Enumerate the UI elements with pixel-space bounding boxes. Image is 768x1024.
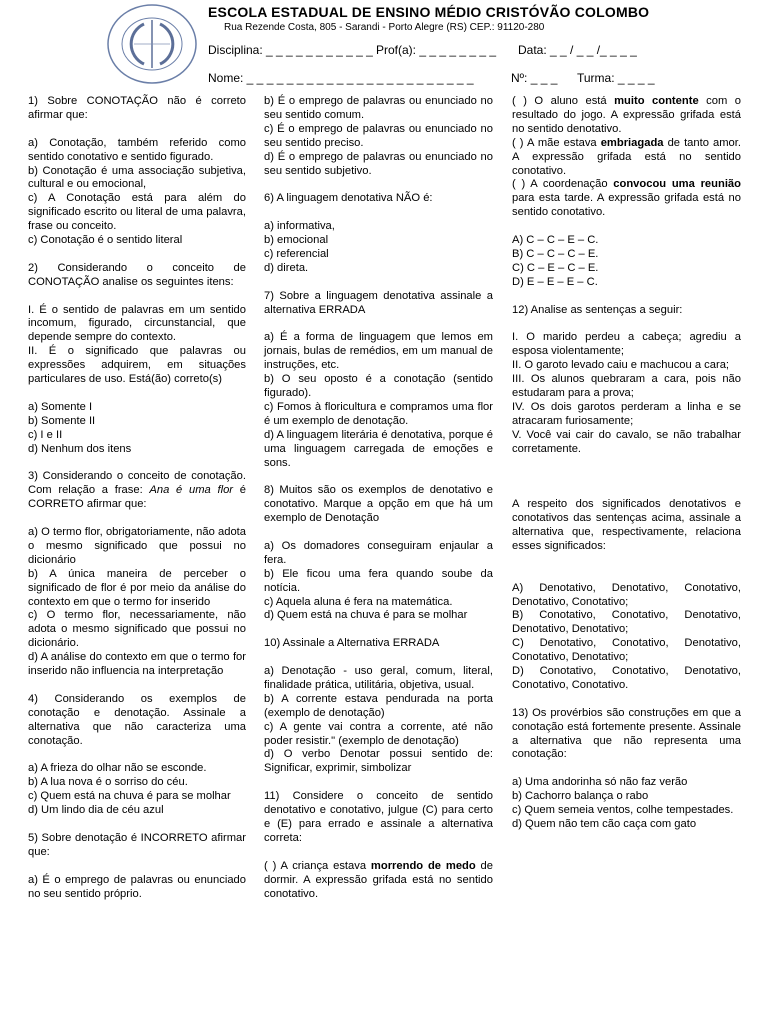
column-3 (512, 95, 741, 846)
column-2 (264, 95, 493, 915)
question-1 (28, 95, 246, 248)
option: a) Uma andorinha só não faz verão (512, 776, 688, 789)
option: c) A Conotação está para além do significado escrito ou literal de uma palavra, frase ou conceito. (28, 192, 246, 233)
option: a) O termo flor, obrigatoriamente, não adota o mesmo significado que possui no dicionário (28, 526, 246, 566)
question-2 (28, 262, 246, 457)
option: a) Somente I (28, 400, 93, 413)
question-stem: 11) Considere o conceito de sentido denotativo e conotativo, julgue (C) para certo e (E) para errado e assinale a alternativa correta: (264, 790, 493, 844)
option: a) É o emprego de palavras ou enunciado no seu sentido próprio. (28, 873, 246, 900)
option: d) Quem não tem cão caça com gato (512, 817, 697, 830)
option: c) I e II (28, 428, 63, 441)
option: d) É o emprego de palavras ou enunciado no seu sentido subjetivo. (264, 150, 493, 177)
disciplina-field[interactable]: Disciplina: _ _ _ _ _ _ _ _ _ _ _ (208, 43, 373, 57)
question-5-continued (264, 95, 493, 178)
header-fields-row-2 (208, 71, 655, 85)
option: d) Nenhum dos itens (28, 442, 132, 455)
name-field[interactable]: Nome: _ _ _ _ _ _ _ _ _ _ _ _ _ _ _ _ _ _ _ _ _ _ _ (208, 71, 474, 85)
option: c) A gente vai contra a corrente, até não poder resistir." (exemplo de denotação) (264, 720, 493, 747)
statement: II. É o significado que palavras ou expressões adquirem, em situações particulares de uso. Está(ão) correto(s) (28, 345, 246, 386)
professor-field[interactable]: Prof(a): _ _ _ _ _ _ _ _ (376, 43, 497, 57)
question-stem: 1) Sobre CONOTAÇÃO não é correto afirmar que: (28, 95, 246, 121)
option: C) C – E – C – E. (512, 261, 599, 274)
option: a) Denotação - uso geral, comum, literal, finalidade prática, utilitária, objetiva, usual. (264, 665, 493, 691)
question-stem: 7) Sobre a linguagem denotativa assinale a alternativa ERRADA (264, 289, 493, 316)
true-false-item: ( ) O aluno está muito contente com o resultado do jogo. A expressão grifada está no sentido denotativo. (512, 95, 741, 135)
question-10 (264, 637, 493, 776)
option: d) A linguagem literária é denotativa, porque é uma linguagem carregada de emoções e sons. (264, 428, 493, 469)
option: c) referencial (264, 247, 329, 260)
school-seal-logo (104, 2, 200, 86)
question-stem: 12) Analise as sentenças a seguir: (512, 303, 683, 316)
true-false-item: ( ) A mãe estava embriagada de tanto amor. A expressão grifada está no sentido conotativo. (512, 136, 741, 177)
class-field[interactable]: Turma: _ _ _ _ (577, 71, 655, 85)
option: c) Aquela aluna é fera na matemática. (264, 595, 453, 608)
question-7 (264, 290, 493, 471)
question-stem: 5) Sobre denotação é INCORRETO afirmar que: (28, 831, 246, 858)
option: B) C – C – C – E. (512, 247, 599, 260)
sentence: I. O marido perdeu a cabeça; agrediu a esposa violentamente; (512, 331, 741, 358)
question-12 (512, 304, 741, 485)
option: a) Os domadores conseguiram enjaular a fera. (264, 539, 493, 566)
question-stem: 3) Considerando o conceito de conotação. Com relação a frase: Ana é uma flor é CORRETO afirmar que: (28, 470, 246, 511)
option: c) Quem semeia ventos, colhe tempestades. (512, 804, 734, 817)
option: b) A lua nova é o sorriso do céu. (28, 776, 188, 789)
school-name: ESCOLA ESTADUAL DE ENSINO MÉDIO CRISTÓVÃO COLOMBO (208, 4, 650, 20)
option: d) A análise do contexto em que o termo for inserido não influencia na interpretação (28, 651, 246, 678)
question-stem: A respeito dos significados denotativos e conotativos das sentenças acima, assinale a alternativa que, respectivamente, relaciona esses significados: (512, 498, 741, 552)
question-13 (512, 707, 741, 832)
question-11-continued (512, 95, 741, 290)
number-field[interactable]: Nº: _ _ _ (511, 71, 558, 85)
question-stem: 13) Os provérbios são construções em que a conotação está fortemente presente. Assinale a alternativa que não representa uma conotação: (512, 706, 741, 761)
option: A) Denotativo, Denotativo, Conotativo, Denotativo, Conotativo; (512, 581, 741, 608)
question-stem: 10) Assinale a Alternativa ERRADA (264, 637, 440, 650)
question-3 (28, 470, 246, 679)
option: c) Fomos à floricultura e compramos uma flor é um exemplo de denotação. (264, 400, 493, 427)
true-false-item: ( ) A coordenação convocou uma reunião para esta tarde. A expressão grifada está no sentido conotativo. (512, 178, 741, 219)
option: b) Conotação é uma associação subjetiva, cultural e ou emocional, (28, 164, 246, 191)
option: c) Quem está na chuva é para se molhar (28, 790, 231, 803)
statement: I. É o sentido de palavras em um sentido incomum, figurado, circunstancial, que depende sempre do contexto. (28, 303, 246, 344)
option: A) C – C – E – C. (512, 234, 599, 247)
option: B) Conotativo, Conotativo, Denotativo, Denotativo, Denotativo; (512, 609, 741, 636)
option: d) Quem está na chuva é para se molhar (264, 609, 468, 622)
sentence: V. Você vai cair do cavalo, se não trabalhar corretamente. (512, 428, 741, 455)
column-1 (28, 95, 246, 915)
sentence: III. Os alunos quebraram a cara, pois não estudaram para a prova; (512, 373, 741, 399)
option: c) É o emprego de palavras ou enunciado no seu sentido preciso. (264, 122, 493, 149)
option: c) O termo flor, necessariamente, não adota o mesmo significado que possui no dicionário. (28, 609, 246, 650)
question-4 (28, 693, 246, 818)
question-stem: 6) A linguagem denotativa NÃO é: (264, 192, 433, 205)
option: b) Somente II (28, 414, 96, 427)
date-field[interactable]: Data: _ _ / _ _ /_ _ _ _ (518, 43, 637, 57)
option: D) Conotativo, Conotativo, Denotativo, Conotativo, Conotativo. (512, 665, 741, 691)
question-6 (264, 192, 493, 275)
option: a) Conotação, também referido como sentido conotativo e sentido figurado. (28, 136, 246, 163)
question-stem: 4) Considerando os exemplos de conotação e denotação. Assinale a alternativa que não caracteriza uma conotação. (28, 692, 246, 747)
option: b) A única maneira de perceber o significado de flor é por meio da análise do contexto em que o termo for inserido (28, 567, 246, 608)
option: b) É o emprego de palavras ou enunciado no seu sentido comum. (264, 95, 493, 121)
option: b) Ele ficou uma fera quando soube da notícia. (264, 567, 493, 594)
option: a) A frieza do olhar não se esconde. (28, 762, 207, 775)
option: C) Denotativo, Conotativo, Denotativo, Conotativo, Denotativo; (512, 637, 741, 664)
header-fields-row-1 (208, 43, 637, 57)
option: d) Um lindo dia de céu azul (28, 804, 164, 817)
question-8 (264, 484, 493, 623)
option: d) direta. (264, 261, 309, 274)
sentence: IV. Os dois garotos perderam a linha e se atracaram furiosamente; (512, 400, 741, 427)
option: a) informativa, (264, 220, 335, 233)
sentence: II. O garoto levado caiu e machucou a cara; (512, 359, 730, 372)
question-12-prompt (512, 498, 741, 693)
option: D) E – E – E – C. (512, 275, 598, 288)
option: b) emocional (264, 234, 329, 247)
option: a) É a forma de linguagem que lemos em jornais, bulas de remédios, em um manual de instruções, etc. (264, 331, 493, 372)
option: b) A corrente estava pendurada na porta (exemplo de denotação) (264, 692, 493, 719)
option: b) O seu oposto é a conotação (sentido figurado). (264, 373, 493, 399)
question-stem: 2) Considerando o conceito de CONOTAÇÃO analise os seguintes itens: (28, 261, 246, 288)
page-header (0, 0, 768, 92)
question-11 (264, 790, 493, 901)
school-address: Rua Rezende Costa, 805 - Sarandi - Porto Alegre (RS) CEP.: 91120-280 (224, 22, 545, 33)
option: b) Cachorro balança o rabo (512, 790, 649, 803)
option: d) O verbo Denotar possui sentido de: Significar, exprimir, simbolizar (264, 748, 493, 775)
true-false-item: ( ) A criança estava morrendo de medo de dormir. A expressão grifada está no sentido conotativo. (264, 859, 494, 900)
question-5 (28, 832, 246, 902)
question-stem: 8) Muitos são os exemplos de denotativo e conotativo. Marque a opção em que há um exemplo de Denotação (264, 484, 493, 525)
option: c) Conotação é o sentido literal (28, 234, 183, 247)
